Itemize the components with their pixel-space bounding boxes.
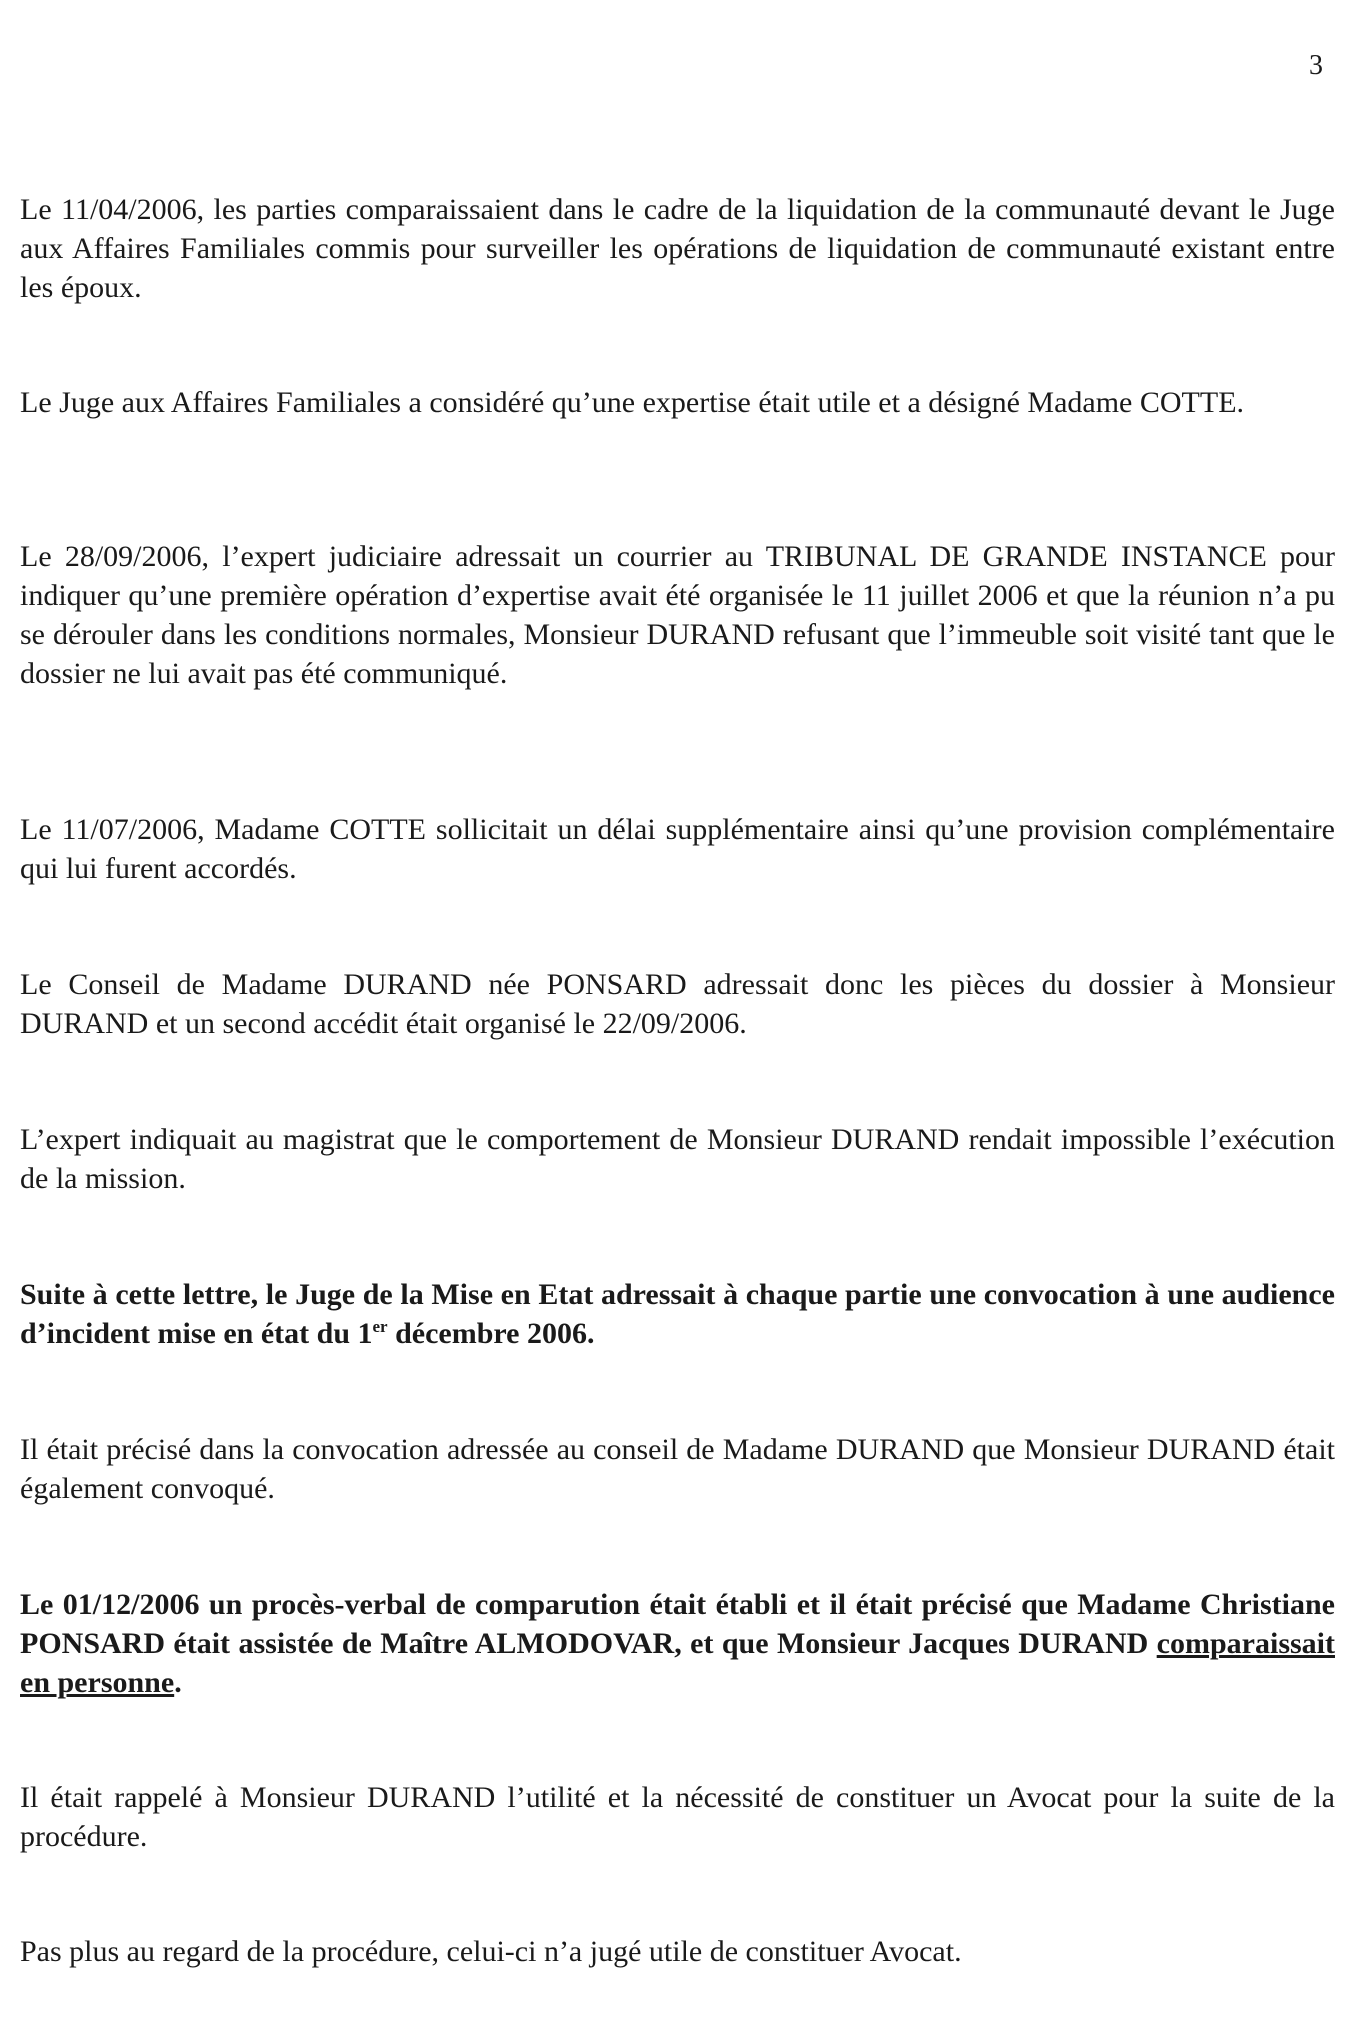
- convocation-text: Suite à cette lettre, le Juge de la Mise en Etat adressait à chaque partie une convocation à une audience d’incident mise en état du 1: [20, 1278, 1335, 1350]
- convocation-date: décembre 2006.: [387, 1317, 595, 1350]
- paragraph-second-accedit: Le Conseil de Madame DURAND née PONSARD adressait donc les pièces du dossier à Monsieur DURAND et un second accédit était organisé le 22/09/2006.: [20, 968, 1335, 1040]
- paragraph-lawyer-reminder: Il était rappelé à Monsieur DURAND l’utilité et la nécessité de constituer un Avocat pour la suite de la procédure.: [20, 1781, 1335, 1853]
- underlined-phrase: comparaissait en personne: [20, 1627, 1335, 1699]
- proces-verbal-text: Le 01/12/2006 un procès-verbal de comparution était établi et il était précisé que Madame Christiane PONSARD était assistée de Maître ALMODOVAR, et que Monsieur Jacques DURAND: [20, 1588, 1335, 1660]
- paragraph-expert-appointment: Le Juge aux Affaires Familiales a considéré qu’une expertise était utile et a désigné Madame COTTE.: [20, 386, 1245, 419]
- paragraph-convocation: [20, 1275, 1335, 1353]
- paragraph-liquidation-hearing: Le 11/04/2006, les parties comparaissaient dans le cadre de la liquidation de la communauté devant le Juge aux Affaires Familiales commis pour surveiller les opérations de liquidation de communauté existant entre les époux.: [20, 193, 1335, 304]
- ordinal-suffix: er: [372, 1317, 388, 1336]
- paragraph-expert-letter: Le 28/09/2006, l’expert judiciaire adressait un courrier au TRIBUNAL DE GRANDE INSTANCE pour indiquer qu’une première opération d’expertise avait été organisée le 11 juillet 2006 et que la réunion n’a pu se dérouler dans les conditions normales, Monsieur DURAND refusant que l’immeuble soit visité tant que le dossier ne lui avait pas été communiqué.: [20, 540, 1335, 690]
- paragraph-convocation-detail: Il était précisé dans la convocation adressée au conseil de Madame DURAND que Monsieur DURAND était également convoqué.: [20, 1433, 1335, 1505]
- paragraph-proces-verbal: [20, 1585, 1335, 1702]
- paragraph-impossible-mission: L’expert indiquait au magistrat que le comportement de Monsieur DURAND rendait impossible l’exécution de la mission.: [20, 1123, 1335, 1195]
- paragraph-additional-delay: Le 11/07/2006, Madame COTTE sollicitait un délai supplémentaire ainsi qu’une provision complémentaire qui lui furent accordés.: [20, 813, 1335, 885]
- page-number: 3: [1309, 50, 1323, 81]
- proces-verbal-end: .: [174, 1666, 182, 1699]
- paragraph-no-lawyer: Pas plus au regard de la procédure, celui-ci n’a jugé utile de constituer Avocat.: [20, 1935, 962, 1968]
